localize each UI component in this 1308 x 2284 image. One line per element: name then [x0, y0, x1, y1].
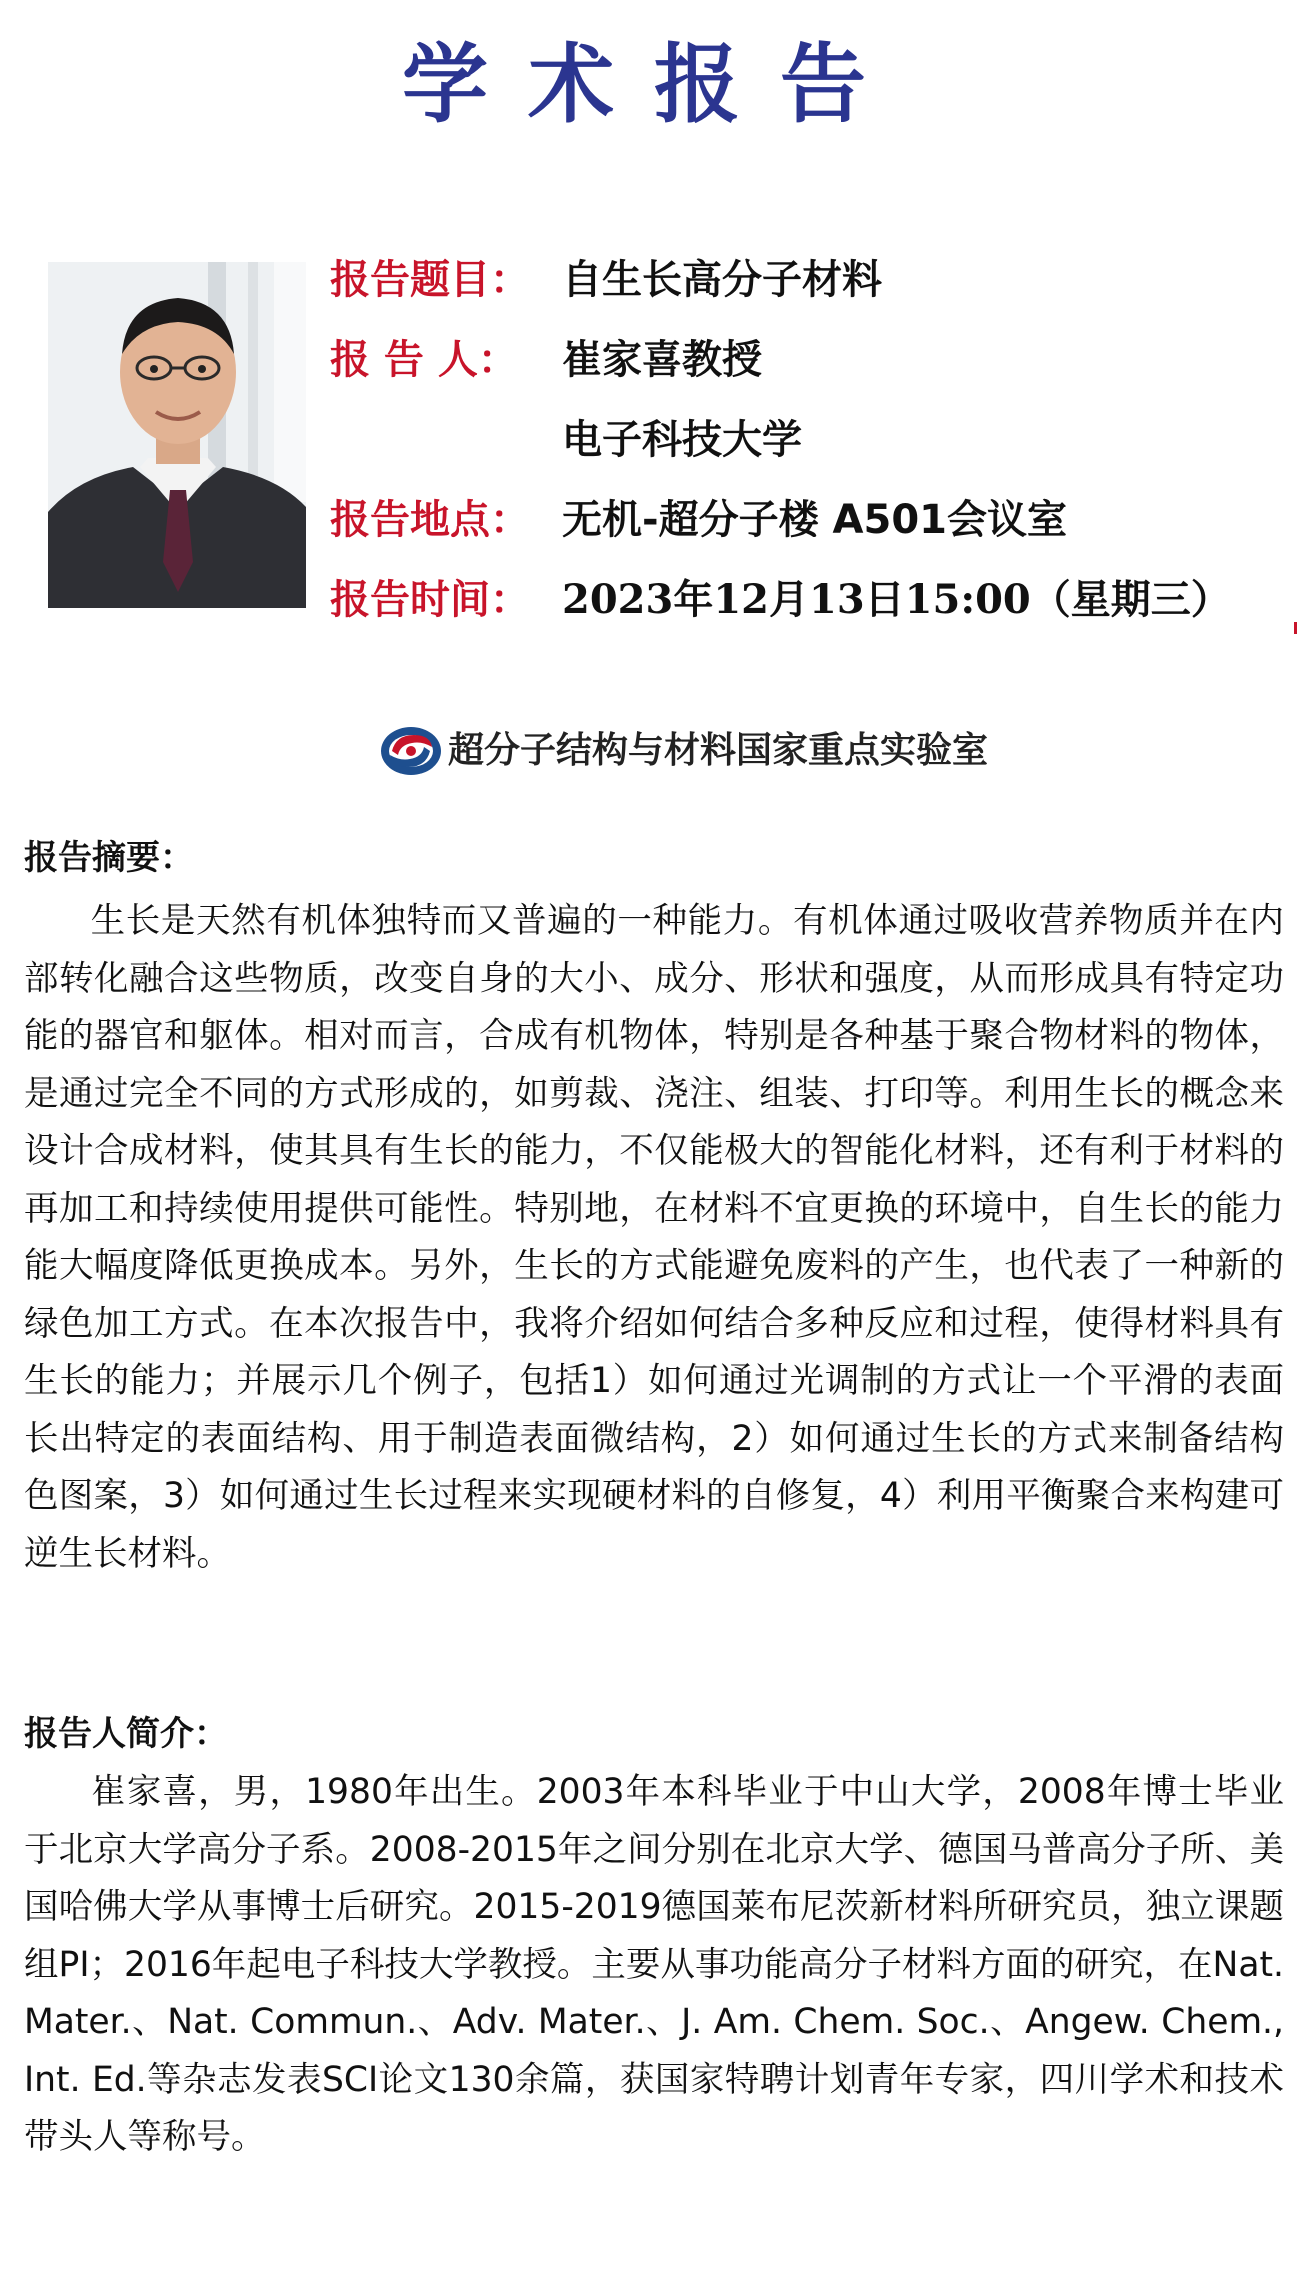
lab-banner — [378, 718, 988, 782]
speaker-value: 崔家喜教授 — [562, 337, 762, 383]
time-row — [330, 568, 1231, 632]
affiliation-row — [330, 408, 802, 472]
speaker-portrait-icon — [48, 262, 306, 608]
red-mark — [1294, 622, 1297, 634]
bio-body: 崔家喜，男，1980年出生。2003年本科毕业于中山大学，2008年博士毕业于北京大学高分子系。2008-2015年之间分别在北京大学、德国马普高分子所、美国哈佛大学从事博士后研究。2015-2019德国莱布尼茨新材料所研究员，独立课题组PI；2016年起电子科技大学教授。主要从事功能高分子材料方面的研究，在Nat. Mater.、Nat. Commun.、Adv. Mater.、J. Am. Chem. Soc.、Angew. Chem., Int. Ed.等杂志发表SCI论文130余篇，获国家特聘计划青年专家，四川学术和技术带头人等称号。 — [24, 1772, 1284, 2157]
location-value: 无机-超分子楼 A501会议室 — [562, 497, 1067, 543]
speaker-label: 报 告 人： — [330, 337, 518, 383]
bio-text — [24, 1764, 1284, 2167]
time-label: 报告时间： — [330, 577, 530, 623]
speaker-row — [330, 328, 762, 392]
topic-row — [330, 248, 882, 312]
bio-heading: 报告人简介： — [24, 1714, 228, 1754]
location-label: 报告地点： — [330, 497, 530, 543]
abstract-text — [24, 893, 1284, 1583]
abstract-heading: 报告摘要： — [24, 838, 194, 878]
location-row — [330, 488, 1067, 552]
time-value: 2023年12月13日15:00（星期三） — [562, 576, 1231, 623]
topic-label: 报告题目： — [330, 257, 530, 303]
topic-value: 自生长高分子材料 — [562, 257, 882, 303]
speaker-photo — [48, 262, 306, 608]
abstract-body: 生长是天然有机体独特而又普遍的一种能力。有机体通过吸收营养物质并在内部转化融合这些物质，改变自身的大小、成分、形状和强度，从而形成具有特定功能的器官和躯体。相对而言，合成有机物体，特别是各种基于聚合物材料的物体，是通过完全不同的方式形成的，如剪裁、浇注、组装、打印等。利用生长的概念来设计合成材料，使其具有生长的能力，不仅能极大的智能化材料，还有利于材料的再加工和持续使用提供可能性。特别地，在材料不宜更换的环境中，自生长的能力能大幅度降低更换成本。另外，生长的方式能避免废料的产生，也代表了一种新的绿色加工方式。在本次报告中，我将介绍如何结合多种反应和过程，使得材料具有生长的能力；并展示几个例子，包括1）如何通过光调制的方式让一个平滑的表面长出特定的表面结构、用于制造表面微结构，2）如何通过生长的方式来制备结构色图案，3）如何通过生长过程来实现硬材料的自修复，4）利用平衡聚合来构建可逆生长材料。 — [24, 901, 1284, 1574]
lab-logo-icon — [378, 721, 444, 781]
lab-name: 超分子结构与材料国家重点实验室 — [448, 729, 989, 771]
affiliation-value: 电子科技大学 — [562, 417, 802, 463]
page-title: 学术报告 — [402, 35, 906, 135]
